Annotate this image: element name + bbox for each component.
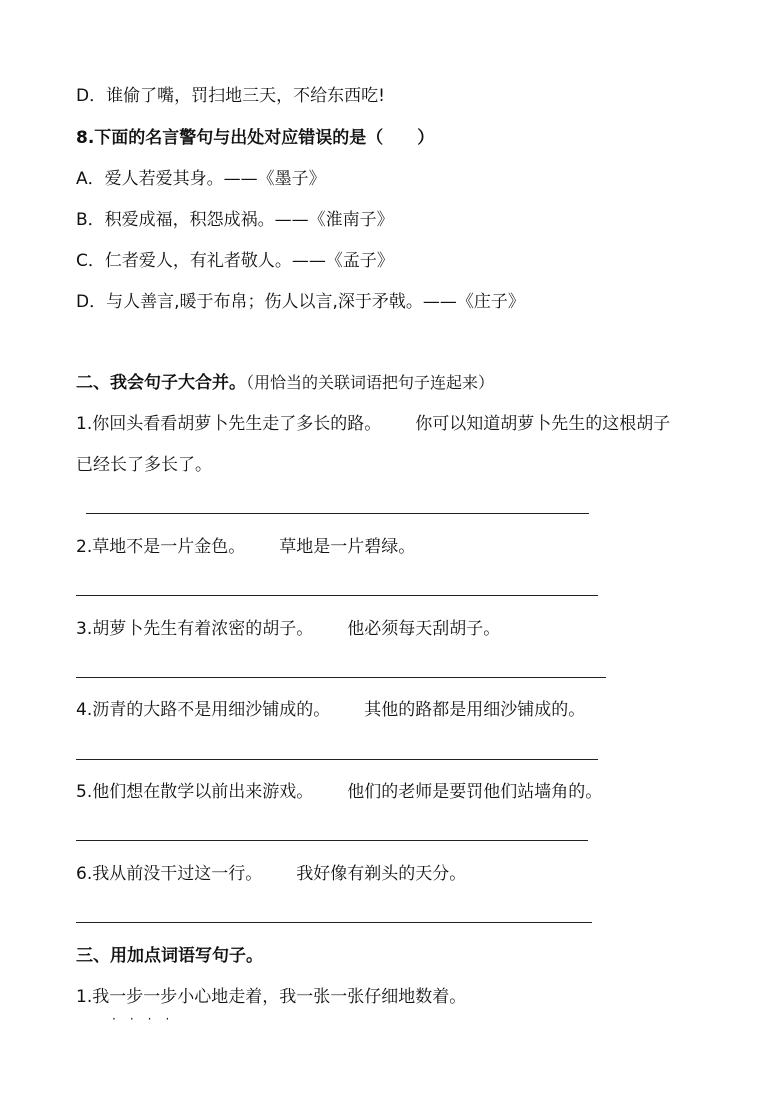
- q8-option-c: C．仁者爱人，有礼者敬人。——《孟子》: [76, 251, 394, 271]
- s2-item5-b: 他们的老师是要罚他们站墙角的。: [347, 782, 603, 802]
- s2-item1: [76, 412, 670, 436]
- s2-item4-b: 其他的路都是用细沙铺成的。: [364, 700, 586, 720]
- answer-line-4[interactable]: [76, 759, 598, 760]
- s2-item2: [76, 535, 415, 559]
- s2-item1-cont: 已经长了多长了。: [76, 455, 212, 475]
- s2-item3-b: 他必须每天刮胡子。: [347, 619, 501, 639]
- s2-item4: [76, 698, 585, 722]
- s2-item3-a: 3.胡萝卜先生有着浓密的胡子。: [76, 619, 314, 639]
- s2-item6-a: 6.我从前没干过这一行。: [76, 864, 263, 884]
- s2-item2-b: 草地是一片碧绿。: [279, 537, 416, 557]
- q8-title: 8.下面的名言警句与出处对应错误的是（ ）: [76, 128, 435, 148]
- section2-heading-row: [76, 371, 494, 395]
- section2-note: （用恰当的关联词语把句子连起来）: [246, 373, 495, 392]
- s2-item2-a: 2.草地不是一片金色。: [76, 537, 246, 557]
- s2-item3: [76, 617, 500, 641]
- s2-item1-b: 你可以知道胡萝卜先生的这根胡子: [415, 414, 671, 434]
- q8-option-b: B．积爱成福，积怨成祸。——《淮南子》: [76, 210, 394, 230]
- q8-option-d: D．与人善言,暖于布帛；伤人以言,深于矛戟。——《庄子》: [76, 292, 525, 312]
- s2-item4-a: 4.沥青的大路不是用细沙铺成的。: [76, 700, 331, 720]
- section3-heading: 三、用加点词语写句子。: [76, 946, 263, 966]
- s2-item5-a: 5.他们想在散学以前出来游戏。: [76, 782, 314, 802]
- s2-item6: [76, 862, 466, 886]
- s2-item1-a: 1.你回头看看胡萝卜先生走了多长的路。: [76, 414, 382, 434]
- s3-item1: 1.我一步一步小心地走着，我一张一张仔细地数着。: [76, 987, 467, 1007]
- answer-line-3[interactable]: [76, 677, 606, 678]
- answer-line-6[interactable]: [76, 922, 592, 923]
- answer-line-1[interactable]: [86, 513, 589, 514]
- answer-line-2[interactable]: [76, 595, 598, 596]
- answer-line-5[interactable]: [76, 840, 588, 841]
- s2-item6-b: 我好像有剃头的天分。: [296, 864, 467, 884]
- s2-item5: [76, 780, 602, 804]
- q7-option-d: D．谁偷了嘴，罚扫地三天，不给东西吃!: [76, 86, 385, 106]
- section2-heading: 二、我会句子大合并。: [76, 373, 246, 393]
- q8-option-a: A．爱人若爱其身。——《墨子》: [76, 169, 326, 189]
- emphasis-dots: ····: [112, 1012, 184, 1026]
